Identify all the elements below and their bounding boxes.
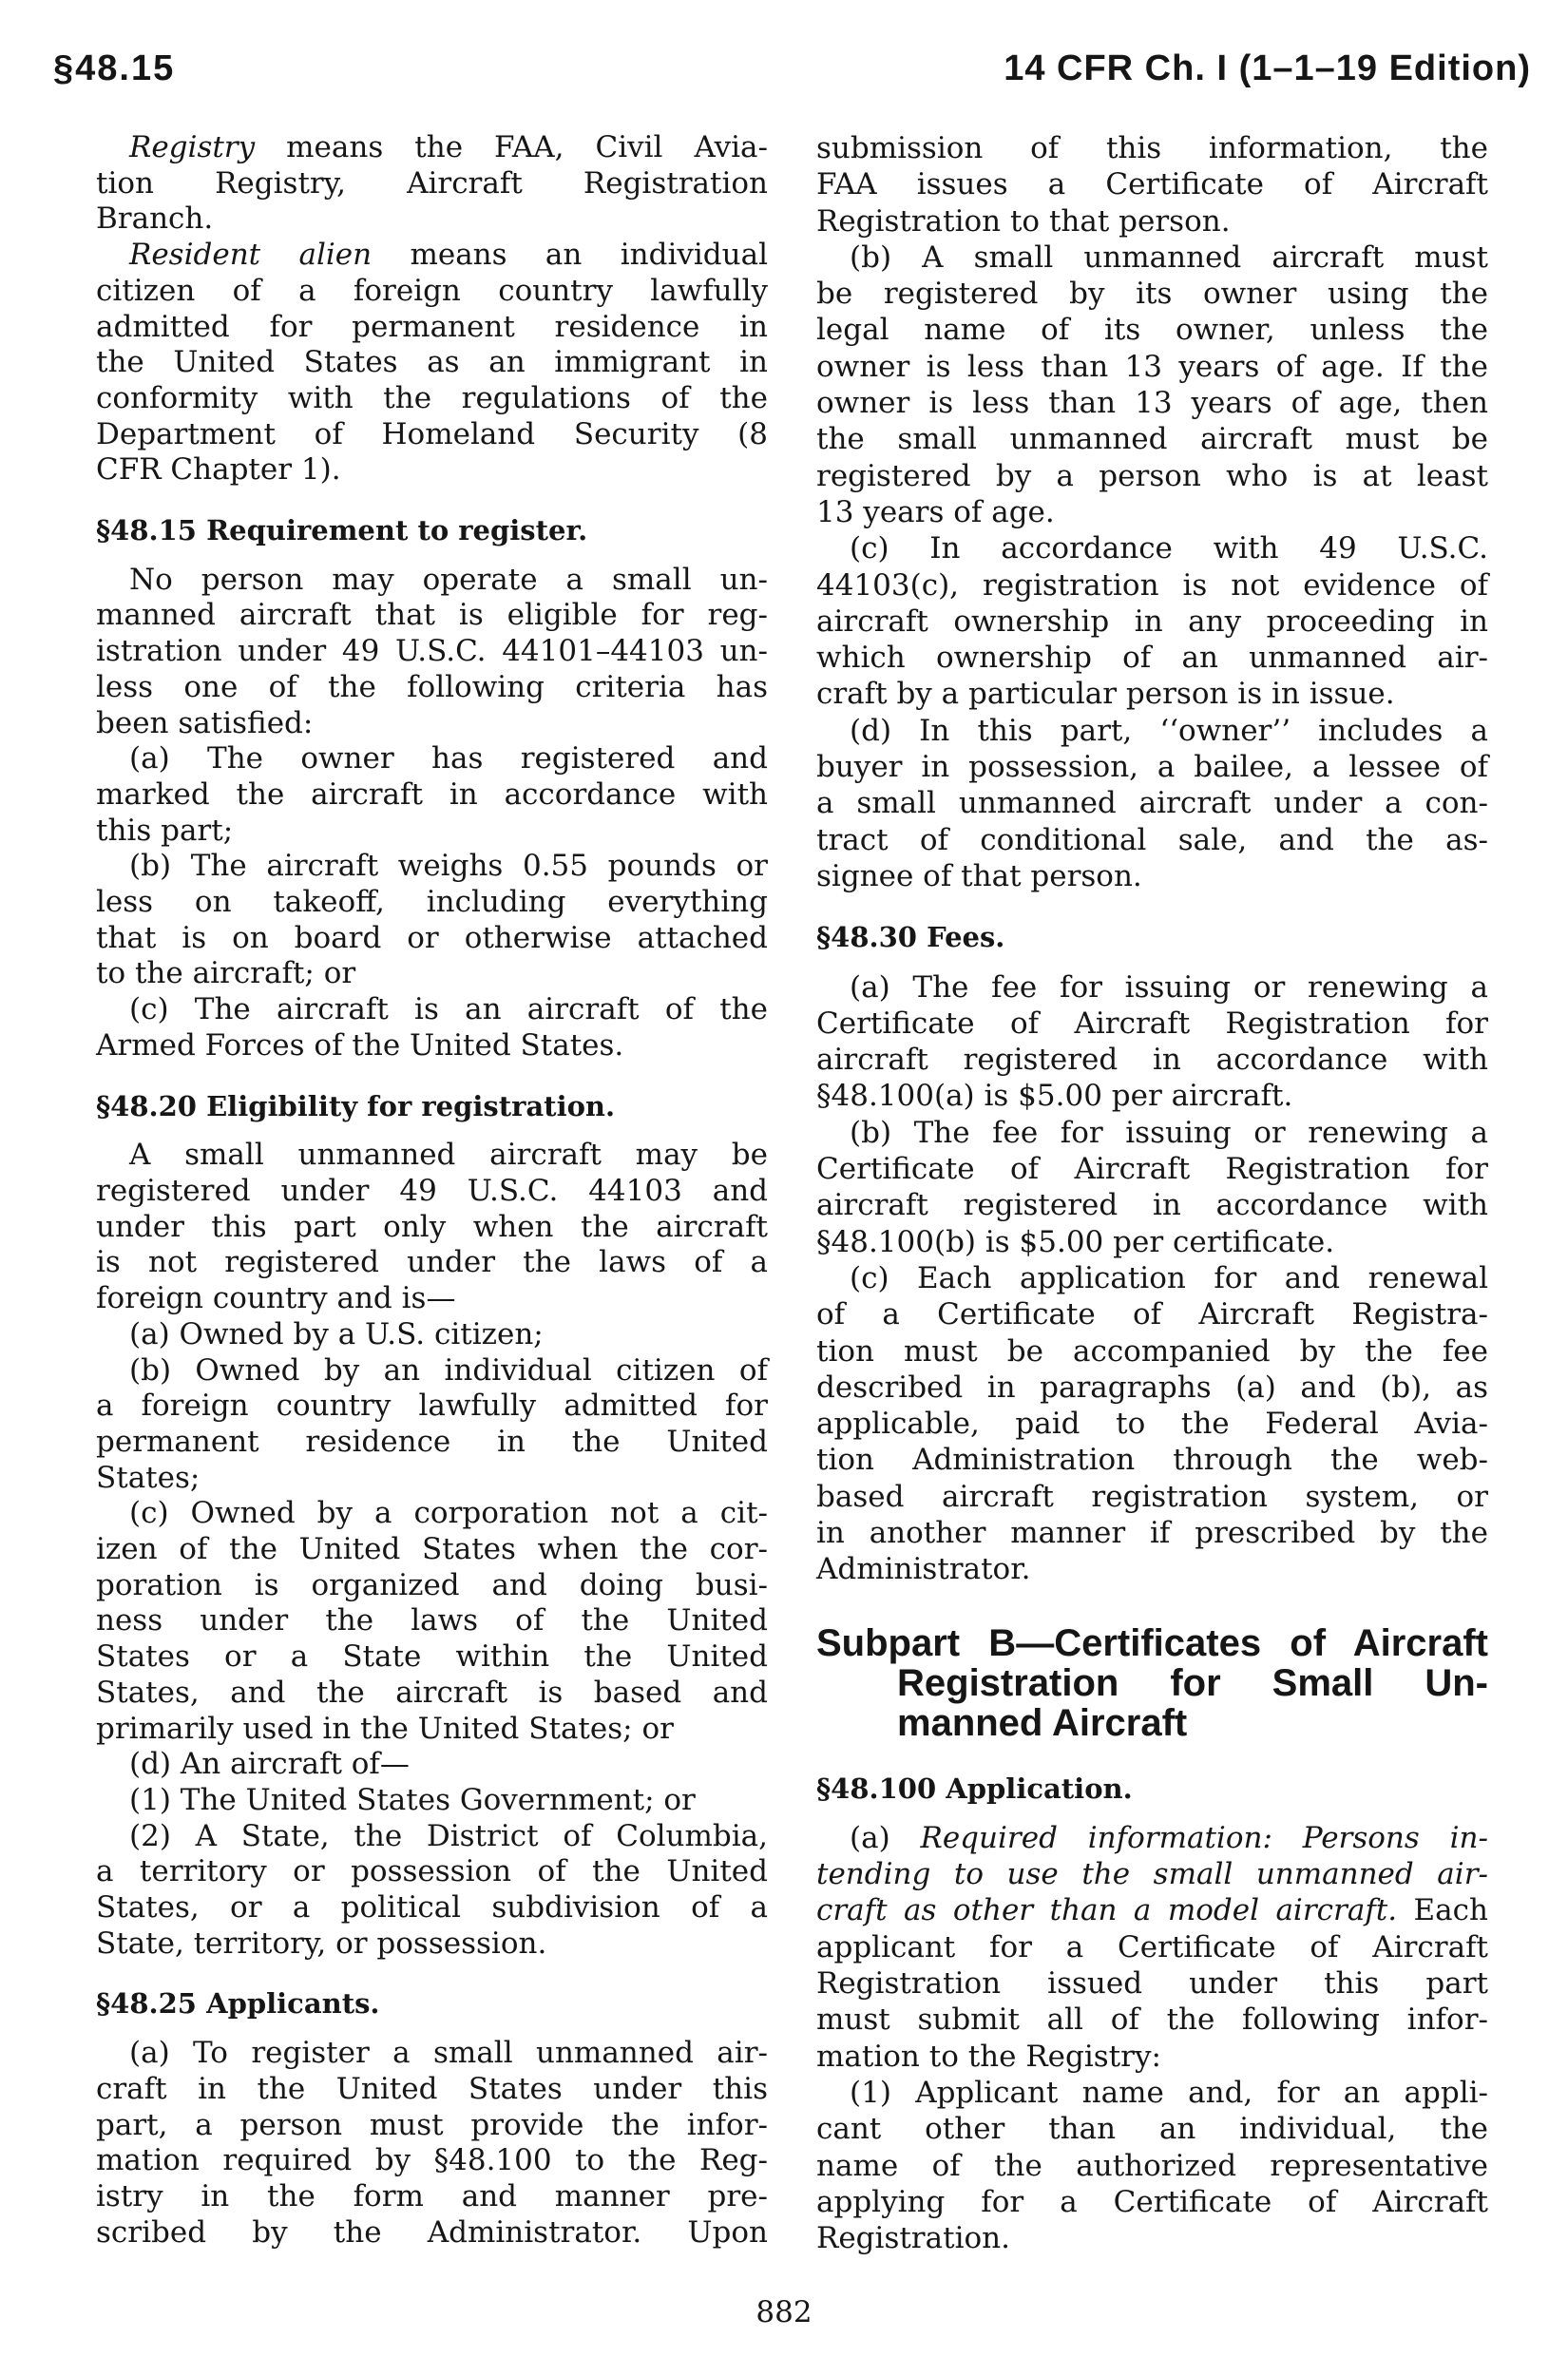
paragraph-line: craft in the United States under this xyxy=(96,2071,768,2106)
paragraph-line: (b) Owned by an individual citizen of xyxy=(129,1352,768,1388)
paragraph-line: 44103(c), registration is not evidence of xyxy=(816,567,1488,603)
paragraph-line: which ownership of an unmanned air- xyxy=(816,641,1488,676)
paragraph-line: of a Certificate of Aircraft Registra- xyxy=(816,1297,1488,1332)
paragraph xyxy=(816,969,1488,1115)
paragraph-line: a foreign country lawfully admitted for xyxy=(96,1389,768,1424)
paragraph-line: Registration to that person. xyxy=(816,203,1231,239)
paragraph-line xyxy=(816,1820,1488,1856)
paragraph-line: §48.100(a) is $5.00 per aircraft. xyxy=(816,1079,1293,1114)
paragraph-line: conformity with the regulations of the xyxy=(96,380,768,415)
paragraph-line: (c) Each application for and renewal xyxy=(850,1260,1488,1295)
paragraph-line: (d) An aircraft of— xyxy=(129,1747,410,1782)
paragraph-line: legal name of its owner, unless the xyxy=(816,313,1488,348)
paragraph-line: (d) In this part, ‘‘owner’’ includes a xyxy=(850,713,1488,748)
paragraph-line: marked the aircraft in accordance with xyxy=(96,776,768,812)
right-column xyxy=(816,130,1488,2256)
text-run: means an individual xyxy=(372,238,768,273)
paragraph-line: §48.100(b) is $5.00 per certificate. xyxy=(816,1224,1335,1259)
paragraph-line: aircraft registered in accordance with xyxy=(816,1188,1488,1223)
paragraph-line: izen of the United States when the cor- xyxy=(96,1532,768,1567)
paragraph xyxy=(816,1820,1488,2075)
paragraph xyxy=(96,1353,768,1497)
paragraph xyxy=(96,563,768,742)
paragraph-line: under this part only when the aircraft xyxy=(96,1209,768,1244)
paragraph-line: based aircraft registration system, or xyxy=(816,1479,1488,1514)
paragraph-line xyxy=(96,130,768,166)
paragraph-line: (b) The aircraft weighs 0.55 pounds or xyxy=(129,849,768,884)
section-heading: §48.25 Applicants. xyxy=(96,1987,380,2021)
paragraph xyxy=(96,741,768,849)
paragraph-line: the small unmanned aircraft must be xyxy=(816,422,1488,457)
paragraph-line: aircraft ownership in any proceeding in xyxy=(816,604,1488,639)
paragraph-line: less on takeoff, including everything xyxy=(96,885,768,920)
paragraph-line: owner is less than 13 years of age, then xyxy=(816,386,1488,421)
paragraph-line: Administrator. xyxy=(816,1552,1031,1587)
paragraph-line: mation required by §48.100 to the Reg- xyxy=(96,2143,768,2178)
paragraph-line: applicant for a Certificate of Aircraft xyxy=(816,1929,1488,1964)
subpart-heading-line: manned Aircraft xyxy=(897,1701,1188,1744)
paragraph-line: mation to the Registry: xyxy=(816,2039,1161,2074)
paragraph-line: ness under the laws of the United xyxy=(96,1603,768,1638)
paragraph-line: (1) The United States Government; or xyxy=(129,1782,696,1817)
paragraph xyxy=(816,130,1488,240)
left-column xyxy=(96,130,768,2251)
paragraph-line: State, territory, or possession. xyxy=(96,1926,547,1961)
running-head-section: §48.15 xyxy=(53,48,176,88)
italic-text: Resident alien xyxy=(129,238,373,273)
italic-text: Required information: Persons in- xyxy=(920,1820,1488,1855)
paragraph-line: States, or a political subdivision of a xyxy=(96,1890,768,1926)
subpart-heading-line: Subpart B—Certificates of Aircraft xyxy=(816,1621,1488,1664)
paragraph xyxy=(816,1260,1488,1588)
paragraph-line: (a) To register a small unmanned air- xyxy=(129,2036,768,2071)
paragraph-line: scribed by the Administrator. Upon xyxy=(96,2214,768,2250)
paragraph-line: (c) The aircraft is an aircraft of the xyxy=(129,992,768,1027)
italic-text: tending to use the small unmanned air- xyxy=(816,1857,1488,1892)
paragraph-line: manned aircraft that is eligible for reg- xyxy=(96,598,768,633)
paragraph-line: submission of this information, the xyxy=(816,131,1488,165)
section-heading: §48.15 Requirement to register. xyxy=(96,514,588,547)
paragraph-line: States or a State within the United xyxy=(96,1639,768,1675)
paragraph xyxy=(96,1496,768,1747)
paragraph-line: tion Administration through the web- xyxy=(816,1443,1488,1478)
text-run: means the FAA, Civil Avia- xyxy=(255,130,768,164)
paragraph-line: A small unmanned aircraft may be xyxy=(129,1138,768,1173)
paragraph-line: owner is less than 13 years of age. If the xyxy=(816,349,1488,384)
paragraph-line: applicable, paid to the Federal Avia- xyxy=(816,1407,1488,1442)
paragraph-line: applying for a Certificate of Aircraft xyxy=(816,2184,1488,2219)
paragraph xyxy=(96,1783,768,1819)
paragraph-line: States, and the aircraft is based and xyxy=(96,1675,768,1710)
paragraph-line: Registration issued under this part xyxy=(816,1966,1488,2002)
paragraph-line: a territory or possession of the United xyxy=(96,1854,768,1889)
text-run: (a) xyxy=(850,1820,921,1855)
paragraph-line: No person may operate a small un- xyxy=(129,562,768,597)
paragraph-line: must submit all of the following infor- xyxy=(816,2002,1488,2038)
paragraph-line: in another manner if prescribed by the xyxy=(816,1515,1488,1550)
page-number: 882 xyxy=(755,2295,813,2329)
paragraph-line: craft by a particular person is in issue. xyxy=(816,677,1395,712)
paragraph xyxy=(96,1317,768,1353)
paragraph-line: been satisfied: xyxy=(96,705,314,740)
paragraph-line: aircraft registered in accordance with xyxy=(816,1043,1488,1078)
paragraph-line: the United States as an immigrant in xyxy=(96,345,768,380)
subpart-heading-line: Registration for Small Un- xyxy=(897,1661,1488,1704)
paragraph xyxy=(816,1115,1488,1260)
text-run: Each xyxy=(1397,1893,1488,1928)
paragraph-line: (a) The owner has registered and xyxy=(129,741,768,776)
paragraph xyxy=(816,530,1488,712)
paragraph xyxy=(96,849,768,992)
running-head-title: 14 CFR Ch. I (1–1–19 Edition) xyxy=(1004,48,1531,88)
paragraph xyxy=(96,130,768,238)
paragraph-line: (a) The fee for issuing or renewing a xyxy=(850,969,1488,1005)
italic-text: craft as other than a model aircraft. xyxy=(816,1893,1398,1928)
paragraph-line: part, a person must provide the infor- xyxy=(96,2107,768,2142)
paragraph-line: tion must be accompanied by the fee xyxy=(816,1333,1488,1369)
section-heading: §48.100 Application. xyxy=(816,1772,1133,1805)
paragraph-line: a small unmanned aircraft under a con- xyxy=(816,786,1488,821)
paragraph xyxy=(816,2075,1488,2256)
paragraph-line: registered under 49 U.S.C. 44103 and xyxy=(96,1173,768,1208)
paragraph-line: tion Registry, Aircraft Registration xyxy=(96,165,768,201)
paragraph-line: that is on board or otherwise attached xyxy=(96,920,768,955)
paragraph-line xyxy=(816,1856,1488,1892)
paragraph xyxy=(96,2036,768,2251)
paragraph-line: tract of conditional sale, and the as- xyxy=(816,822,1488,857)
paragraph-line: States; xyxy=(96,1460,201,1495)
paragraph-line: Certificate of Aircraft Registration for xyxy=(816,1152,1488,1187)
paragraph-line: primarily used in the United States; or xyxy=(96,1711,674,1746)
paragraph xyxy=(96,1138,768,1317)
paragraph-line: (a) Owned by a U.S. citizen; xyxy=(129,1316,544,1351)
paragraph-line: name of the authorized representative xyxy=(816,2148,1488,2183)
paragraph-line: (b) A small unmanned aircraft must xyxy=(850,240,1488,275)
paragraph-line: (c) Owned by a corporation not a cit- xyxy=(129,1496,768,1531)
paragraph-line: to the aircraft; or xyxy=(96,956,356,991)
paragraph-line: permanent residence in the United xyxy=(96,1424,768,1459)
paragraph-line: FAA issues a Certificate of Aircraft xyxy=(816,167,1488,202)
paragraph-line xyxy=(96,238,768,274)
paragraph-line: citizen of a foreign country lawfully xyxy=(96,273,768,308)
paragraph-line: istration under 49 U.S.C. 44101–44103 un- xyxy=(96,634,768,669)
paragraph-line: Registration. xyxy=(816,2221,1010,2256)
paragraph-line: (c) In accordance with 49 U.S.C. xyxy=(850,531,1488,566)
paragraph-line: Certificate of Aircraft Registration for xyxy=(816,1006,1488,1041)
paragraph-line: Branch. xyxy=(96,201,214,237)
paragraph-line: istry in the form and manner pre- xyxy=(96,2178,768,2213)
paragraph-line: poration is organized and doing busi- xyxy=(96,1567,768,1602)
paragraph xyxy=(816,713,1488,894)
paragraph-line: (b) The fee for issuing or renewing a xyxy=(850,1115,1488,1150)
paragraph-line: registered by a person who is at least xyxy=(816,458,1488,493)
paragraph-line: admitted for permanent residence in xyxy=(96,309,768,344)
paragraph-line: foreign country and is— xyxy=(96,1281,456,1316)
paragraph xyxy=(96,1747,768,1783)
subpart-heading xyxy=(816,1623,1488,1743)
paragraph-line: (2) A State, the District of Columbia, xyxy=(129,1818,768,1853)
paragraph-line: 13 years of age. xyxy=(816,494,1055,529)
section-heading: §48.30 Fees. xyxy=(816,921,1005,954)
paragraph-line: be registered by its owner using the xyxy=(816,277,1488,312)
paragraph-line: CFR Chapter 1). xyxy=(96,452,341,488)
paragraph-line: described in paragraphs (a) and (b), as xyxy=(816,1370,1488,1405)
paragraph-line: less one of the following criteria has xyxy=(96,669,768,704)
italic-text: Registry xyxy=(129,130,256,164)
paragraph-line: this part; xyxy=(96,813,234,848)
paragraph-line: (1) Applicant name and, for an appli- xyxy=(850,2075,1488,2110)
paragraph xyxy=(816,240,1488,530)
paragraph-line: buyer in possession, a bailee, a lessee of xyxy=(816,750,1488,785)
section-heading: §48.20 Eligibility for registration. xyxy=(96,1089,616,1122)
paragraph xyxy=(96,992,768,1063)
paragraph-line: is not registered under the laws of a xyxy=(96,1245,768,1280)
paragraph xyxy=(96,1819,768,1963)
paragraph-line: cant other than an individual, the xyxy=(816,2112,1488,2147)
paragraph-line: signee of that person. xyxy=(816,858,1142,893)
paragraph xyxy=(96,238,768,489)
paragraph-line: Armed Forces of the United States. xyxy=(96,1027,624,1063)
paragraph-line: Department of Homeland Security (8 xyxy=(96,416,768,451)
paragraph-line xyxy=(816,1892,1488,1928)
